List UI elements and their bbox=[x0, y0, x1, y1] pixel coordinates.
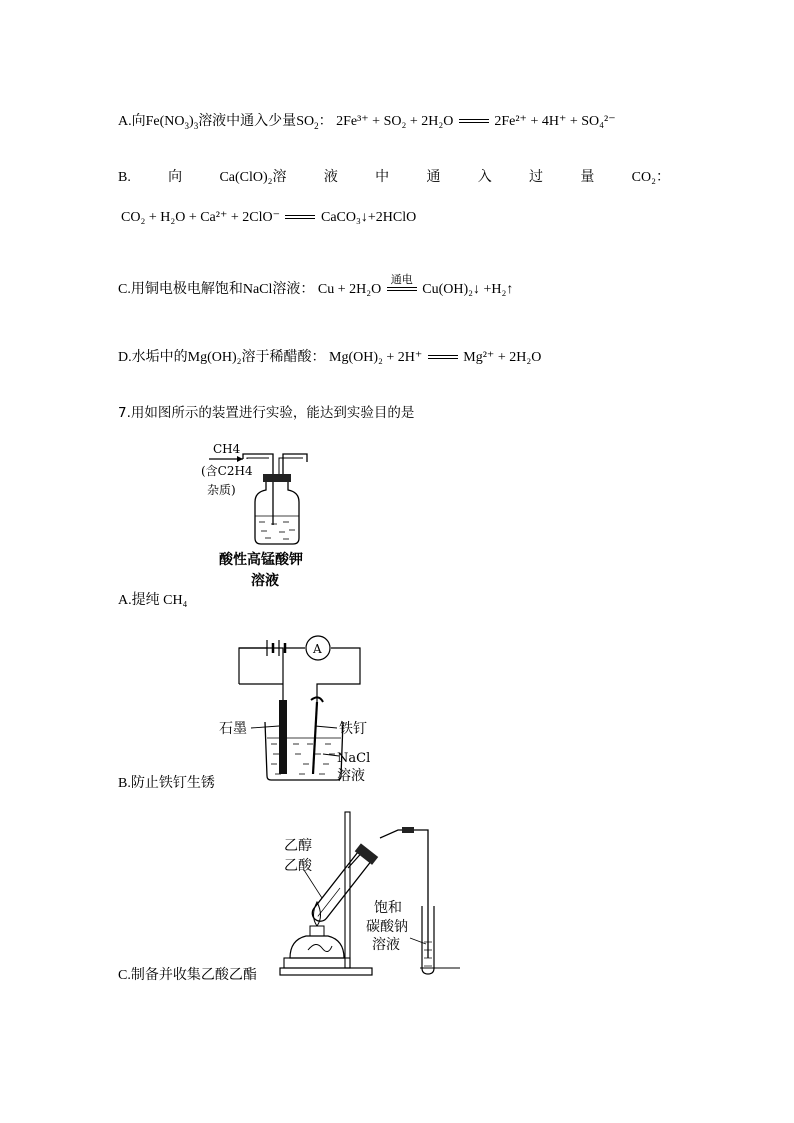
option-a: A.向$Fe(NO_3)_3$溶液中通入少量$SO_2$： 2Fe³⁺ + SO₂ + 2H₂O 2Fe²⁺ + 4H⁺ + SO₄²⁻ bbox=[118, 114, 616, 131]
svg-text:碳酸钠: 碳酸钠 bbox=[366, 919, 408, 935]
option-a-lead: A.向 bbox=[118, 114, 146, 129]
svg-text:杂质): 杂质) bbox=[207, 483, 236, 497]
figure-a-gas-washing-bottle bbox=[195, 440, 345, 595]
svg-text:乙酸: 乙酸 bbox=[284, 858, 312, 874]
svg-text:乙醇: 乙醇 bbox=[284, 838, 312, 854]
figure-b-electrolysis-cell bbox=[215, 630, 375, 785]
option-a-eq-left: 2Fe³⁺ + SO₂ + 2H₂O bbox=[336, 114, 454, 129]
svg-text:NaCl: NaCl bbox=[337, 751, 371, 766]
option-b-equation: CO₂ + H₂O + Ca²⁺ + 2ClO⁻ CaCO₃↓+2HClO bbox=[121, 210, 417, 225]
figure-c-esterification-apparatus bbox=[270, 808, 465, 983]
figure-b-caption: B.防止铁钉生锈 bbox=[118, 776, 215, 791]
equals-sign bbox=[283, 213, 317, 223]
equals-sign bbox=[457, 117, 491, 127]
equals-sign bbox=[426, 353, 460, 363]
svg-text:酸性高锰酸钾: 酸性高锰酸钾 bbox=[219, 552, 303, 568]
electrolysis-sign: 通电 bbox=[385, 285, 419, 295]
option-d: D.水垢中的Mg(OH)₂溶于稀醋酸： Mg(OH)₂ + 2H⁺ Mg²⁺ + 2H₂O bbox=[118, 350, 542, 365]
svg-text:铁钉: 铁钉 bbox=[339, 721, 367, 737]
figure-c-caption: C.制备并收集乙酸乙酯 bbox=[118, 968, 257, 983]
svg-text:(含C2H4: (含C2H4 bbox=[201, 464, 253, 478]
svg-text:溶液: 溶液 bbox=[251, 573, 279, 589]
option-b: B. 向 Ca(ClO)₂溶 液 中 通 入 过 量 CO₂： bbox=[118, 170, 670, 185]
svg-text:石墨: 石墨 bbox=[219, 721, 247, 737]
svg-text:溶液: 溶液 bbox=[372, 937, 400, 953]
svg-text:饱和: 饱和 bbox=[374, 900, 402, 916]
option-a-eq-right: 2Fe²⁺ + 4H⁺ + SO₄²⁻ bbox=[494, 114, 616, 129]
svg-text:溶液: 溶液 bbox=[337, 768, 365, 784]
svg-text:A: A bbox=[313, 642, 322, 656]
question-7-stem: 7.用如图所示的装置进行实验，能达到实验目的是 bbox=[118, 405, 415, 421]
figure-a-caption: A.提纯 CH₄ bbox=[118, 593, 188, 608]
option-c: C.用铜电极电解饱和NaCl溶液： Cu + 2H₂O 通电 Cu(OH)₂↓ +H₂↑ bbox=[118, 273, 514, 297]
svg-text:CH4: CH4 bbox=[213, 442, 241, 456]
